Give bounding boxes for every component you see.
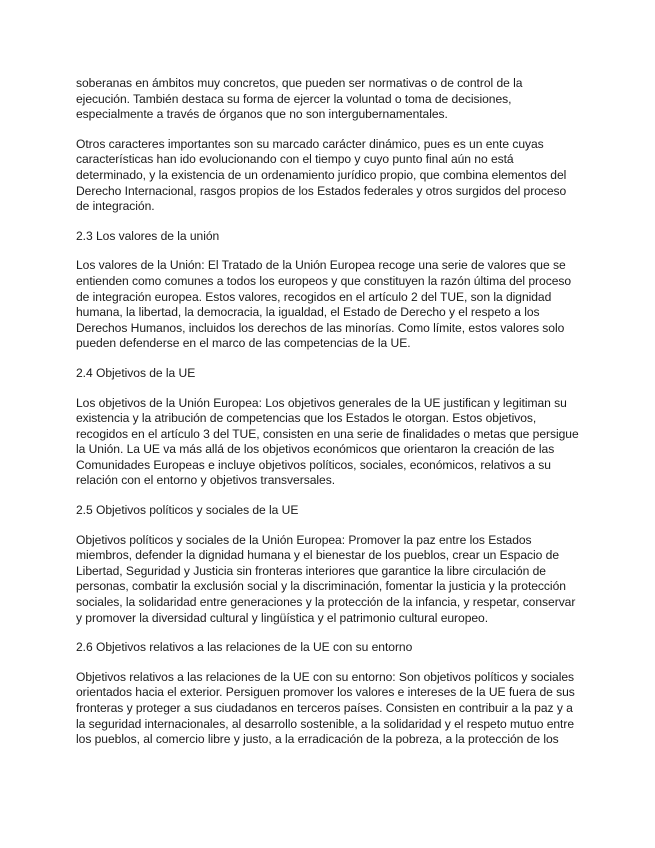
paragraph-eu-objectives: Los objetivos de la Unión Europea: Los objetivos generales de la UE justifican y legitiman su existencia y la atribución de competencias que los Estados le otorgan. Estos objetivos, recogidos en el artículo 3 del TUE, consisten en una serie de finalidades o metas que persigue la Unión. La UE va más allá de los objetivos económicos que orientaron la creación de las Comunidades Europeas e incluye objetivos políticos, sociales, económicos, relativos a su relación con el entorno y objetivos transversales. — [76, 395, 579, 488]
heading-2-4: 2.4 Objetivos de la UE — [76, 365, 196, 380]
heading-2-3: 2.3 Los valores de la unión — [76, 228, 220, 243]
paragraph-other-characteristics: Otros caracteres importantes son su marcado carácter dinámico, pues es un ente cuyas características han ido evolucionando con el tiempo y cuyo punto final aún no está determinado, y la existencia de un ordenamiento jurídico propio, que combina elementos del Derecho Internacional, rasgos propios de los Estados federales y otros surgidos del proceso de integración. — [76, 136, 567, 214]
paragraph-external-relations-objectives: Objetivos relativos a las relaciones de la UE con su entorno: Son objetivos políticos y sociales orientados hacia el exterior. Persiguen promover los valores e intereses de la UE fuera de sus fronteras y proteger a sus ciudadanos en terceros países. Consisten en contribuir a la paz y a la seguridad internacionales, al desarrollo sostenible, a la solidaridad y el respeto mutuo entre los pueblos, al comercio libre y justo, a la erradicación de la pobreza, a la protección de los — [76, 669, 575, 747]
paragraph-political-social-objectives: Objetivos políticos y sociales de la Unión Europea: Promover la paz entre los Estados miembros, defender la dignidad humana y el bienestar de los pueblos, crear un Espacio de Libertad, Seguridad y Justicia sin fronteras interiores que garantice la libre circulación de personas, combatir la exclusión social y la discriminación, fomentar la justicia y la protección sociales, la solidaridad entre generaciones y la protección de la infancia, y respetar, conservar y promover la diversidad cultural y lingüística y el patrimonio cultural europeo. — [76, 532, 576, 625]
heading-2-6: 2.6 Objetivos relativos a las relaciones de la UE con su entorno — [76, 640, 413, 655]
heading-2-5: 2.5 Objetivos políticos y sociales de la UE — [76, 503, 299, 518]
paragraph-union-values: Los valores de la Unión: El Tratado de la Unión Europea recoge una serie de valores que se entienden como comunes a todos los europeos y que constituyen la razón última del proceso de integración europea. Estos valores, recogidos en el artículo 2 del TUE, son la dignidad humana, la libertad, la democracia, la igualdad, el Estado de Derecho y el respeto a los Derechos Humanos, incluidos los derechos de las minorías. Como límite, estos valores solo pueden defenderse en el marco de las competencias de la UE. — [76, 258, 572, 351]
paragraph-sovereign-powers: soberanas en ámbitos muy concretos, que pueden ser normativas o de control de la ejecución. También destaca su forma de ejercer la voluntad o toma de decisiones, especialmente a través de órganos que no son intergubernamentales. — [76, 76, 523, 122]
